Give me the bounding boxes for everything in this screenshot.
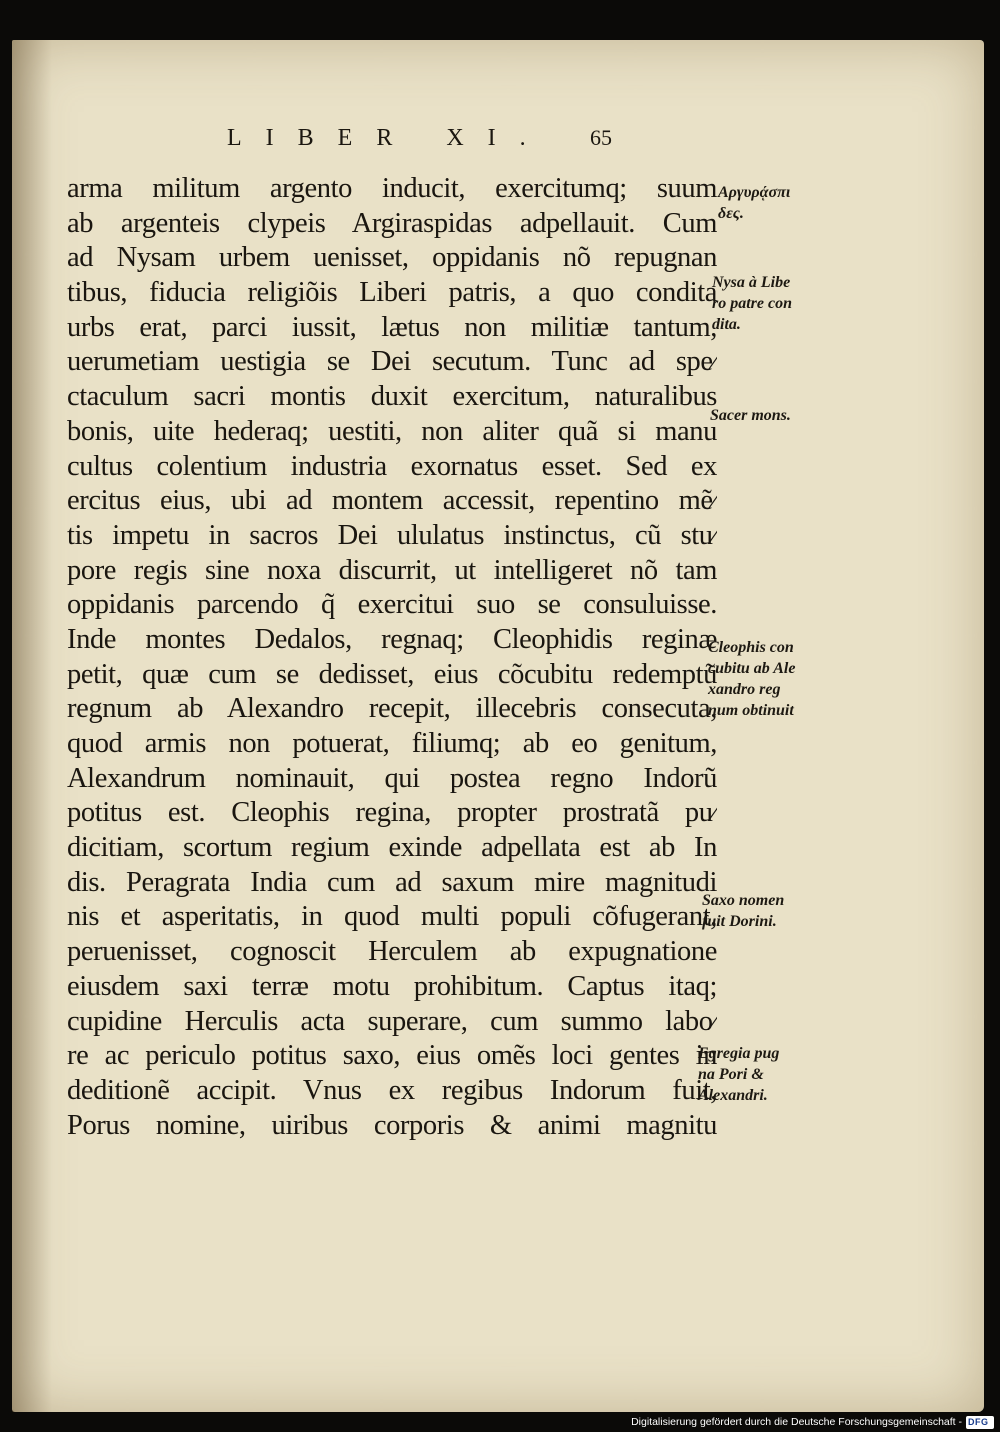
folio-number: 65 [590,125,612,150]
text-line: cultus colentium industria exornatus esset. Sed ex [67,450,717,482]
marginal-note-line: Αργυρᾴσπι [718,184,791,201]
marginal-note-line: fuit Dorini. [702,913,777,930]
text-line: tis impetu in sacros Dei ululatus instinctus, cũ stu⁄ [67,519,717,551]
marginal-note-line: cubitu ab Ale [708,660,796,677]
text-line: arma militum argento inducit, exercitumq; suum [67,173,717,204]
book-page [12,40,984,1412]
marginal-note-line: Cleophis con [708,639,794,656]
text-line: nis et asperitatis, in quod multi populi cõfugerant, [67,901,717,933]
marginal-note-line: Egregia pug [698,1045,780,1062]
marginal-note-line: Sacer mons. [710,407,791,424]
marginal-note-line: Nysa à Libe [712,274,791,291]
text-line: regnum ab Alexandro recepit, illecebris consecuta, [67,693,717,725]
marginal-note-line: Saxo nomen [702,892,785,909]
text-line: oppidanis parcendo q̃ exercitui suo se consuluisse. [67,589,717,621]
body-text [67,172,717,1143]
text-line: urbs erat, parci iussit, lætus non militiæ tantum, [67,311,717,343]
marginal-note-line: δες. [718,205,744,222]
text-line: pore regis sine noxa discurrit, ut intelligeret nõ tam [67,554,717,586]
text-line: ctaculum sacri montis duxit exercitum, naturalibus [67,381,717,413]
text-line: deditionẽ accipit. Vnus ex regibus Indorum fuit, [67,1074,717,1106]
text-line: potitus est. Cleophis regina, propter prostratã pu⁄ [67,797,717,829]
marginal-note-line: num obtinuit [708,702,794,719]
marginal-note-sacer-mons [710,405,791,426]
text-line: cupidine Herculis acta superare, cum summo labo⁄ [67,1005,717,1037]
text-line: quod armis non potuerat, filiumq; ab eo genitum, [67,728,717,759]
text-line: ad Nysam urbem uenisset, oppidanis nõ repugnan [67,242,717,274]
marginal-note-nysa [712,272,792,335]
marginal-note-saxo [702,890,784,932]
spine-shadow [12,40,52,1412]
text-line: ercitus eius, ubi ad montem accessit, repentino mẽ⁄ [67,485,717,517]
marginal-note-line: xandro reg [708,681,781,698]
marginal-note-argyraspides [718,182,790,224]
footer-credit: Digitalisierung gefördert durch die Deutsche Forschungsgemeinschaft - [631,1416,962,1428]
text-line: dis. Peragrata India cum ad saxum mire magnitudi [67,866,717,898]
marginal-note-egregia [698,1043,779,1106]
text-line: dicitiam, scortum regium exinde adpellata est ab In [67,832,717,864]
text-line: ab argenteis clypeis Argiraspidas adpellauit. Cum [67,207,717,239]
text-line: peruenisset, cognoscit Herculem ab expugnatione [67,936,717,968]
text-line: petit, quæ cum se dedisset, eius cõcubitu redemptũ [67,658,717,690]
text-line: eiusdem saxi terræ motu prohibitum. Captus itaq; [67,970,717,1002]
text-line: uerumetiam uestigia se Dei secutum. Tunc ad spe⁄ [67,346,717,378]
marginal-note-line: dita. [712,316,741,333]
dfg-logo-text: DFG [968,1417,989,1427]
marginal-note-cleophis [708,637,795,721]
text-line: re ac periculo potitus saxo, eius omẽs loci gentes in [67,1040,717,1072]
marginal-note-line: na Pori & [698,1066,764,1083]
text-line: bonis, uite hederaq; uestiti, non aliter quã si manu [67,415,717,447]
running-head: LIBER XI. [227,125,550,151]
text-line: Inde montes Dedalos, regnaq; Cleophidis reginæ [67,623,717,655]
text-line: Alexandrum nominauit, qui postea regno Indorũ [67,762,717,794]
text-line: Porus nomine, uiribus corporis & animi magnitu [67,1109,717,1141]
dfg-logo [966,1416,994,1429]
text-line: tibus, fiducia religiõis Liberi patris, a quo condita [67,277,717,309]
marginal-note-line: Alexandri. [698,1087,768,1104]
page-header [12,125,984,165]
marginal-note-line: ro patre con [712,295,792,312]
